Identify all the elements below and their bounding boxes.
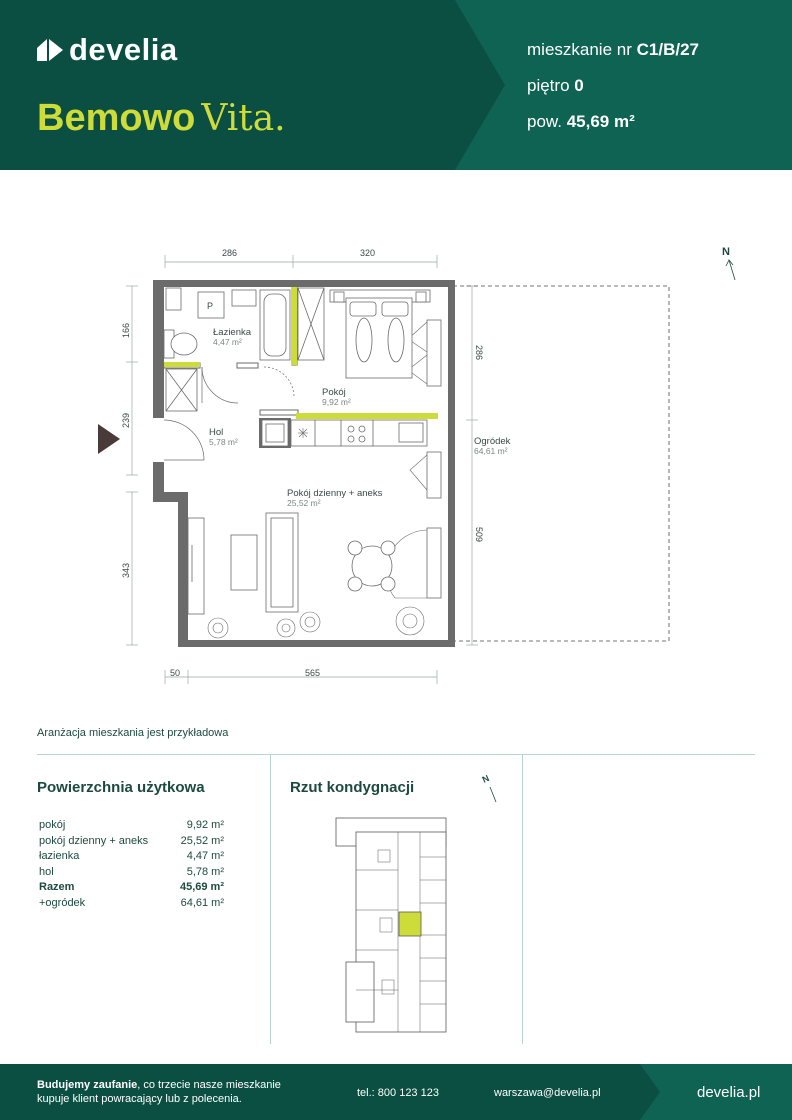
floor-number: 0 [574, 76, 584, 95]
dim-bottom-left: 50 [170, 668, 181, 678]
area-row: pokój 9,92 m² [39, 819, 224, 831]
develia-logo [37, 32, 178, 67]
north-arrow-icon [729, 260, 735, 280]
usable-area-table [39, 818, 224, 911]
bathroom-fixtures [164, 288, 324, 411]
garden-area [453, 286, 669, 641]
entrance-arrow-icon [98, 424, 120, 454]
label-garden: Ogródek [474, 436, 511, 447]
area-bathroom: 4,47 m² [213, 337, 242, 347]
area-garden: 64,61 m² [474, 446, 508, 456]
label-living: Pokój dzienny + aneks [287, 488, 383, 499]
keyplan-north-icon [490, 787, 496, 802]
dim-bottom-right: 565 [305, 668, 321, 678]
house-logo-icon [37, 37, 63, 63]
label-hall: Hol [209, 427, 224, 438]
column-divider-2 [522, 754, 523, 1044]
building-keyplan [330, 770, 520, 1035]
footer-trust-text: Budujemy zaufanie, co trzecie nasze mieszkanie kupuje klient powracający lub z polecenia. [37, 1079, 281, 1105]
page-footer [0, 1064, 792, 1120]
keyplan-title: Rzut kondygnacji [290, 779, 415, 796]
section-divider [37, 754, 755, 755]
living-furniture [188, 513, 395, 614]
area-value: 45,69 m² [566, 112, 635, 131]
project-name-part2: Vita. [201, 98, 286, 139]
area-hall: 5,78 m² [209, 437, 238, 447]
area-living: 25,52 m² [287, 498, 321, 508]
north-label: N [722, 246, 730, 258]
plants [208, 607, 424, 638]
footer-phone[interactable]: tel.: 800 123 123 [357, 1087, 439, 1099]
apartment-number-line: mieszkanie nr C1/B/27 [527, 40, 699, 59]
area-line: pow. 45,69 m² [527, 112, 635, 131]
kitchen [262, 420, 427, 446]
dim-right-2: 509 [474, 527, 484, 543]
brand-name: develia [69, 32, 178, 67]
arrangement-note: Aranżacja mieszkania jest przykładowa [37, 727, 229, 739]
keyplan-outline [336, 818, 446, 1032]
apartment-info [527, 38, 699, 146]
keyplan-north-label: N [480, 773, 491, 785]
area-row: hol 5,78 m² [39, 865, 224, 878]
area-row: pokój dzienny + aneks 25,52 m² [39, 834, 224, 847]
area-room: 9,92 m² [322, 397, 351, 407]
footer-email[interactable]: warszawa@develia.pl [494, 1087, 601, 1099]
windows [427, 320, 441, 598]
dim-left-2: 239 [121, 412, 131, 428]
project-name-part1: Bemowo [37, 97, 196, 139]
project-name [37, 96, 286, 141]
floor-line: piętro 0 [527, 76, 584, 95]
keyplan-highlight [399, 912, 421, 936]
footer-website-link[interactable]: develia.pl [697, 1084, 761, 1101]
wc-label: P [207, 301, 214, 311]
dim-right-1: 286 [474, 345, 484, 361]
area-row: łazienka 4,47 m² [39, 850, 224, 862]
dim-left-3: 343 [121, 562, 131, 578]
dim-top-left: 286 [222, 248, 238, 258]
area-row-total: Razem 45,69 m² [39, 881, 224, 893]
apartment-number: C1/B/27 [636, 40, 699, 59]
north-arrow [722, 246, 735, 280]
usable-area-title: Powierzchnia użytkowa [37, 779, 205, 796]
dim-left-1: 166 [121, 322, 131, 338]
fan-icon [298, 428, 308, 438]
floor-plan [0, 170, 792, 720]
label-room: Pokój [322, 387, 346, 398]
keyplan-north [481, 773, 496, 802]
page-header [0, 0, 792, 170]
area-row-garden: +ogródek 64,61 m² [39, 896, 224, 909]
column-divider-1 [270, 754, 271, 1044]
dim-top-right: 320 [360, 248, 376, 258]
label-bathroom: Łazienka [213, 327, 252, 338]
